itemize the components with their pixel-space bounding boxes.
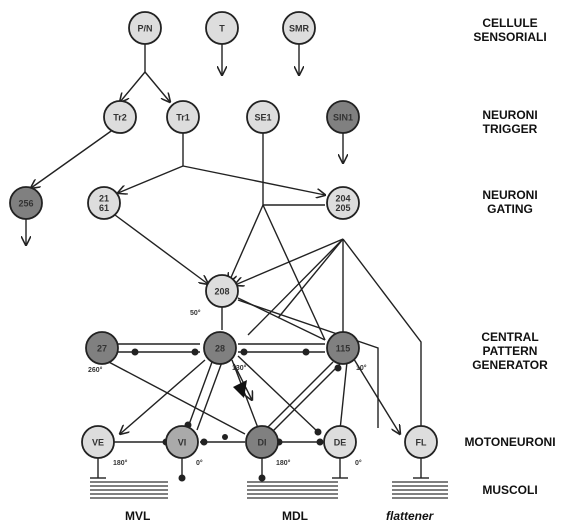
- neuron-se1-label: SE1: [254, 112, 272, 123]
- row-label-trigger: TRIGGER: [482, 122, 538, 136]
- neuron-tr2-label: Tr2: [113, 112, 127, 123]
- row-label-motor: MOTONEURONI: [464, 435, 556, 449]
- neuron-n204: [327, 187, 359, 219]
- row-label-gating: NEURONI: [482, 188, 538, 202]
- neuron-sin1-label: SIN1: [332, 112, 354, 123]
- neuron-n2161-label: 61: [98, 203, 110, 213]
- neuron-n27-label: 27: [96, 343, 108, 354]
- row-label-sensory: CELLULE: [482, 16, 538, 30]
- row-label-cpg: GENERATOR: [472, 358, 548, 372]
- muscle-mdl-bar: [247, 482, 338, 498]
- neuron-n115-label: 115: [335, 343, 351, 354]
- muscle-bars: [90, 482, 448, 498]
- row-label-gating: GATING: [487, 202, 533, 216]
- neuron-n27: [86, 332, 118, 364]
- neuron-n256-label: 256: [18, 198, 34, 209]
- muscle-label-flattener: flattener: [386, 509, 434, 523]
- neuron-n28-label: 28: [214, 343, 226, 354]
- neuron-tr1: [167, 101, 199, 133]
- row-label-muscle: MUSCOLI: [482, 483, 538, 497]
- neuron-n204-label: 204: [335, 193, 351, 204]
- row-label-sensory: SENSORIALI: [473, 30, 547, 44]
- muscle-mvl-bar: [90, 482, 168, 498]
- neuron-de-label: DE: [333, 437, 347, 448]
- muscle-flattener-bar: [392, 482, 448, 498]
- neuron-fl-label: FL: [415, 437, 427, 448]
- row-label-trigger: NEURONI: [482, 108, 538, 122]
- neuron-vi: [166, 426, 198, 458]
- neuron-di-label: DI: [257, 437, 267, 448]
- neuron-tr2: [104, 101, 136, 133]
- row-label-cpg: PATTERN: [482, 344, 538, 358]
- neuron-n115: [327, 332, 359, 364]
- connections: [26, 42, 429, 478]
- neuron-fl: [405, 426, 437, 458]
- neuron-di: [246, 426, 278, 458]
- neuron-t: [206, 12, 238, 44]
- neuron-vi-label: VI: [177, 437, 187, 448]
- phase-label-n27: 260°: [88, 367, 103, 374]
- neuron-se1: [247, 101, 279, 133]
- neuron-de: [324, 426, 356, 458]
- muscle-label-mdl: MDL: [282, 509, 308, 523]
- neuron-n256: [10, 187, 42, 219]
- neuron-pn: [129, 12, 161, 44]
- neuron-n204-label: 205: [335, 203, 351, 213]
- phase-label-n208: 50°: [190, 310, 201, 317]
- neuron-t-label: T: [219, 23, 225, 34]
- neuron-smr-label: SMR: [289, 23, 309, 34]
- neuron-ve: [82, 426, 114, 458]
- phase-label-di: 180°: [276, 460, 291, 467]
- phase-label-n28: 130°: [232, 365, 247, 372]
- row-labels: [464, 16, 555, 497]
- phase-label-vi: 0°: [196, 460, 203, 467]
- neuron-ve-label: VE: [91, 437, 105, 448]
- neuron-n2161: [88, 187, 120, 219]
- neuron-tr1-label: Tr1: [176, 112, 190, 123]
- neuron-n28: [204, 332, 236, 364]
- neuron-n208-label: 208: [214, 286, 230, 297]
- neuron-sin1: [327, 101, 359, 133]
- neuron-n208: [206, 275, 238, 307]
- neuron-n2161-label: 21: [98, 193, 110, 204]
- neuron-pn-label: P/N: [137, 23, 153, 34]
- muscle-label-mvl: MVL: [125, 509, 151, 523]
- phase-label-de: 0°: [355, 460, 362, 467]
- phase-label-ve: 180°: [113, 460, 128, 467]
- row-label-cpg: CENTRAL: [481, 330, 539, 344]
- phase-label-n115: 10°: [356, 365, 367, 372]
- neuron-smr: [283, 12, 315, 44]
